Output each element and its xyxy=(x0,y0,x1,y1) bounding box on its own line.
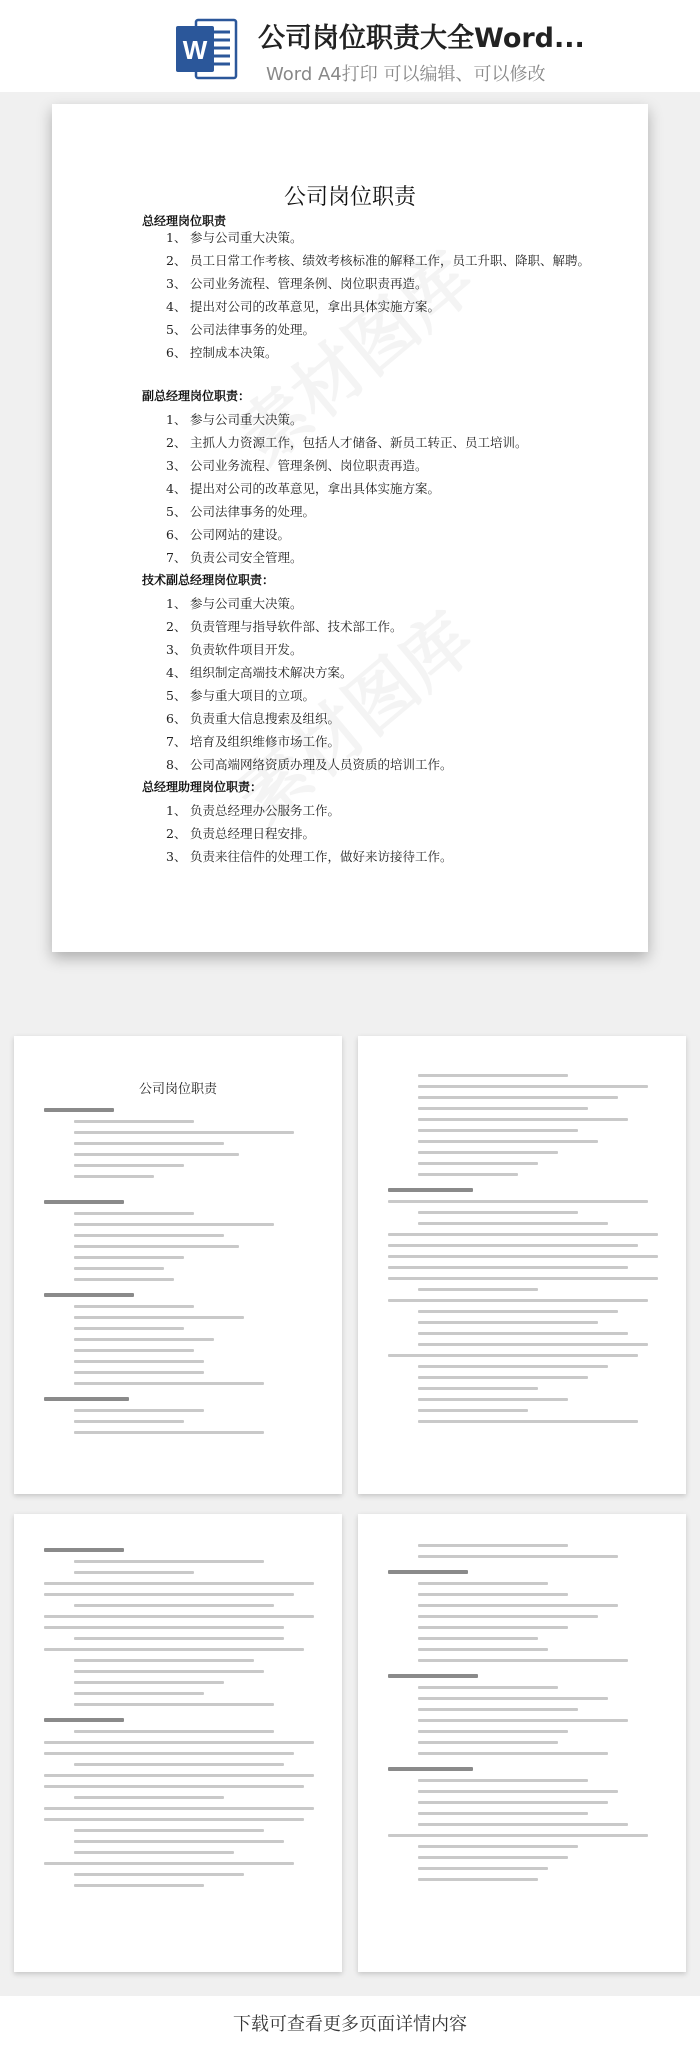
thumbnail-text-lines xyxy=(44,1536,316,1887)
svg-text:W: W xyxy=(182,35,208,65)
thumbnail-text-lines xyxy=(388,1066,660,1423)
document-preview-page[interactable]: 公司岗位职责 总经理岗位职责 1、 参与公司重大决策。 2、 员工日常工作考核、绩效考核标准的解释工作，员工升职、降职、解聘。 3、 公司业务流程、管理条例、岗位职责再造。 4、 提出对公司的改革意见，拿出具体实施方案。 5、 公司法律事务的处理。 6、 控制成本决策。 副总经理岗位职责： 1、 参与公司重大决策。 2、 主抓人力资源工作，包括人才储备、新员工转正、员工培训。 3、 公司业务流程、管理条例、岗位职责再造。 4、 提出对公司的改革意见，拿出具体实施方案。 5、 公司法律事务的处理。 6、 公司网站的建设。 7、 负责公司安全管理。 技术副总经理岗位职责： 1、 参与公司重大决策。 2、 负责管理与指导软件部、技术部工作。 3、 负责软件项目开发。 4、 组织制定高端技术解决方案。 5、 参与重大项目的立项。 6、 负责重大信息搜索及组织。 7、 培育及组织维修市场工作。 8、 公司高端网络资质办理及人员资质的培训工作。 总经理助理岗位职责： 1、 负责总经理办公服务工作。 2、 负责总经理日程安排。 3、 负责来往信件的处理工作，做好来访接待工作。 xyxy=(52,104,648,952)
section-heading: 副总经理岗位职责： xyxy=(142,389,251,403)
section-heading: 技术副总经理岗位职责： xyxy=(142,573,275,587)
more-pages-link[interactable]: 下载可查看更多页面详情内容 xyxy=(233,2014,467,2035)
section-heading: 总经理岗位职责 xyxy=(142,214,227,228)
thumbnail-page-2[interactable] xyxy=(358,1036,686,1494)
thumbnail-page-4[interactable] xyxy=(358,1514,686,1972)
word-document-icon xyxy=(174,16,240,82)
thumbnail-title: 公司岗位职责 xyxy=(138,1082,217,1097)
thumbnail-page-3[interactable] xyxy=(14,1514,342,1972)
document-title: 公司岗位职责 xyxy=(283,185,416,210)
page-subtitle: Word A4打印 可以编辑、可以修改 xyxy=(266,64,546,85)
thumbnail-page-1[interactable] xyxy=(14,1036,342,1494)
page-title: 公司岗位职责大全Word... xyxy=(258,23,585,54)
thumbnail-text-lines xyxy=(388,1536,660,1881)
header-bar xyxy=(0,0,700,92)
section-heading: 总经理助理岗位职责： xyxy=(142,780,263,794)
footer-bar xyxy=(0,1996,700,2046)
thumbnail-text-lines xyxy=(44,1096,316,1434)
